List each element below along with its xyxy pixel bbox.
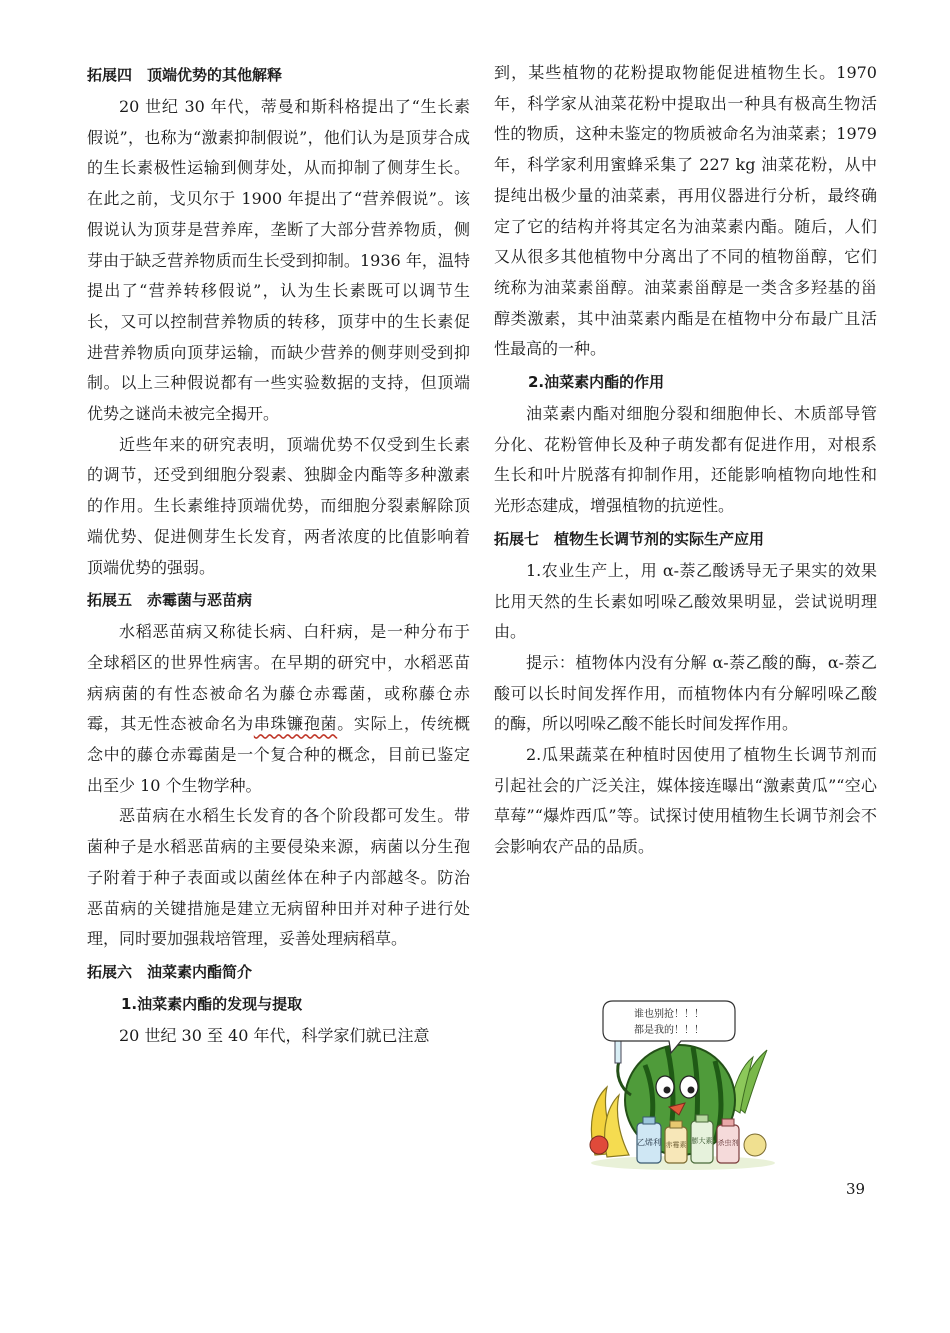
- section-7-title: 拓展七 植物生长调节剂的实际生产应用: [494, 529, 765, 548]
- section-5-paragraph-2: 恶苗病在水稻生长发育的各个阶段都可发生。带菌种子是水稻恶苗病的主要侵染来源，病菌以分生孢子附着于种子表面或以菌丝体在种子内部越冬。防治恶苗病的关键措施是建立无病留种田并对种子进行处理，同时要加强栽培管理，妥善处理病稻草。: [87, 806, 470, 949]
- bottle-label-1: 乙烯利: [637, 1138, 661, 1147]
- section-6-subheading-2: 2.油菜素内酯的作用: [528, 373, 665, 392]
- right-column: [494, 58, 877, 863]
- left-column: [87, 58, 470, 1052]
- bottle-label-4: 杀虫剂: [717, 1139, 739, 1147]
- section-6-paragraph-1-start: 20 世纪 30 至 40 年代，科学家们就已注意: [119, 1025, 430, 1045]
- section-7-question-2: 2.瓜果蔬菜在种植时因使用了植物生长调节剂而引起社会的广泛关注，媒体接连曝出“激素黄瓜”“空心草莓”“爆炸西瓜”等。试探讨使用植物生长调节剂会不会影响农产品的品质。: [494, 745, 877, 857]
- section-6-paragraph-1-continued: 到，某些植物的花粉提取物能促进植物生长。1970 年，科学家从油菜花粉中提取出一种具有极高生物活性的物质，这种未鉴定的物质被命名为油菜素；1979 年，科学家利用蜜蜂采集了 227 kg 油菜花粉，从中提纯出极少量的油菜素，再用仪器进行分析，最终确定了它的结构并将其定名为油菜素内酯。随后，人们又从很多其他植物中分离出了不同的植物甾醇，它们统称为油菜素甾醇。油菜素甾醇是一类含多羟基的甾醇类激素，其中油菜素内酯是在植物中分布最广且活性最高的一种。: [494, 63, 877, 359]
- section-7-question-1: 1.农业生产上，用 α-萘乙酸诱导无子果实的效果比用天然的生长素如吲哚乙酸效果明显，尝试说明理由。: [494, 560, 877, 642]
- section-4-paragraph-1: 20 世纪 30 年代，蒂曼和斯科格提出了“生长素假说”，也称为“激素抑制假说”，他们认为是顶芽合成的生长素极性运输到侧芽处，从而抑制了侧芽生长。在此之前，戈贝尔于 1900 年提出了“营养假说”。该假说认为顶芽是营养库，垄断了大部分营养物质，侧芽由于缺乏营养物质而生长受到抑制。1936 年，温特提出了“营养转移假说”，认为生长素既可以调节生长，又可以控制营养物质的转移，顶芽中的生长素促进营养物质向顶芽运输，而缺少营养的侧芽则受到抑制。以上三种假说都有一些实验数据的支持，但顶端优势之谜尚未被完全揭开。: [87, 97, 470, 424]
- section-6-subheading-1: 1.油菜素内酯的发现与提取: [121, 994, 303, 1013]
- bottle-label-2: 赤霉素: [665, 1141, 687, 1149]
- section-5-text-a: 水稻恶苗病又称徒长病、白秆病，是一种分布于全球稻区的世界性病害。在早期的研究中，水稻恶苗病病菌的有性态被命名为藤仓赤霉菌，或称藤仓赤霉，其无性态被命名为: [87, 622, 470, 734]
- section-4-title: 拓展四 顶端优势的其他解释: [87, 66, 283, 84]
- bottle-label-3: 膨大素: [691, 1137, 713, 1145]
- page-number: 39: [846, 1180, 866, 1198]
- section-5-text-b: 。实际上，传统概念中的藤仓赤霉菌是一个复合种的概念，目前已鉴定出至少 10 个生物学种。: [87, 714, 470, 795]
- section-5-title: 拓展五 赤霉菌与恶苗病: [87, 591, 253, 610]
- section-5-paragraph-1: [87, 617, 470, 801]
- section-7-hint: 提示：植物体内没有分解 α-萘乙酸的酶，α-萘乙酸可以长时间发挥作用，而植物体内有分解吲哚乙酸的酶，所以吲哚乙酸不能长时间发挥作用。: [494, 652, 877, 734]
- speech-bubble-line-1: 谁也别抢！！！: [634, 1009, 704, 1020]
- wavy-underlined-term: 串珠镰孢菌: [253, 714, 338, 734]
- section-6-paragraph-2: 油菜素内酯对细胞分裂和细胞伸长、木质部导管分化、花粉管伸长及种子萌发都有促进作用，对根系生长和叶片脱落有抑制作用，还能影响植物向地性和光形态建成，增强植物的抗逆性。: [494, 404, 877, 516]
- speech-bubble-line-2: 都是我的！！！: [634, 1025, 704, 1036]
- section-6-title: 拓展六 油菜素内酯简介: [87, 962, 253, 981]
- watermelon-cartoon-illustration: [585, 995, 775, 1170]
- section-4-paragraph-2: 近些年来的研究表明，顶端优势不仅受到生长素的调节，还受到细胞分裂素、独脚金内酯等多种激素的作用。生长素维持顶端优势，而细胞分裂素解除顶端优势、促进侧芽生长发育，两者浓度的比值影响着顶端优势的强弱。: [87, 434, 470, 577]
